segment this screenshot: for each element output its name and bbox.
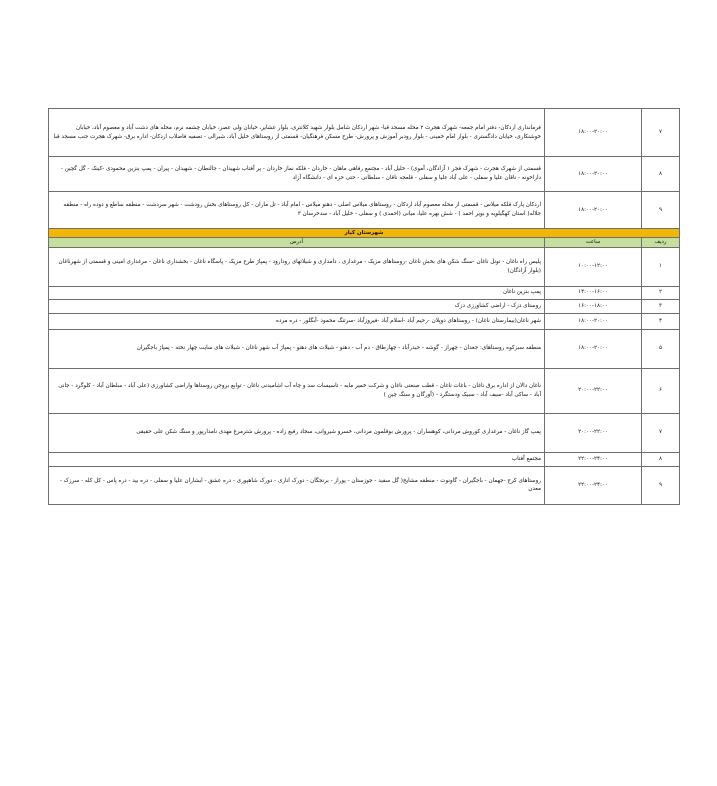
table-row: [49, 329, 680, 368]
table-row: [49, 466, 680, 504]
row-number: ۵: [642, 329, 680, 368]
outage-schedule-table: [48, 108, 680, 505]
row-number: ۷: [642, 413, 680, 452]
table-row: [49, 452, 680, 466]
table-row: [49, 313, 680, 329]
row-number: ۹: [642, 192, 680, 229]
row-number: ۲: [642, 286, 680, 299]
address-cell: روستاهای کرج -جهمان - باجگیران - گاونوت - منطقه مشایخ( گل سفید - جوزستان - پوراز - برنجگان - دورک اناری - دورک شاهپوری - دره عشق - ایشاران علیا و سفلی - دره بید - دره پاس - کل کله - سرزک - معدن: [49, 466, 545, 504]
time-slot: ۱۶:۰۰-۱۸:۰۰: [545, 299, 642, 313]
row-number: ۹: [642, 466, 680, 504]
table-row: [49, 286, 680, 299]
column-header-row: [49, 238, 680, 247]
time-slot: ۱۸:۰۰-۲۰:۰۰: [545, 157, 642, 192]
address-cell: مجتمع آفتاب: [49, 452, 545, 466]
time-slot: ۱۸:۰۰-۲۰:۰۰: [545, 329, 642, 368]
row-number: ۱: [642, 247, 680, 286]
time-slot: ۱۴:۰۰-۱۶:۰۰: [545, 286, 642, 299]
kiar-schedule-rows: [49, 247, 680, 504]
city-title-row: [49, 229, 680, 238]
ardakan-schedule-rows: [49, 109, 680, 229]
address-cell: قسمتی از شهرک هجرت - شهرک فجر ۱ آزادگان، آموی) - خلیل آباد - مجتمع رفاهی ماهان - خاردان - فلکه نماز خاردان - پر آفتاب شهیدان - جالنطان - شهیدان - پیران - پمپ بنزین محمودی -کینک - گل گچین - داراخونه - ناقان علیا و سفلی - علی آباد علیا و سفلی - قلعجه ناقان - سلطانی - حتی حزه ای - دانشگاه آزاد: [49, 157, 545, 192]
header-time: ساعت: [545, 238, 642, 247]
table-row: [49, 247, 680, 286]
address-cell: ناغان دالان از اداره برق ناغان - باغات ناغان - قطب صنعتی ناغان و شرکت خمیر مایه - تاسیسات سد و چاه آب اشامیدنی ناغان - توابع بروجن روستاها واراضی کشاورزی (علی آباد - سلطان آباد - کلوگرد - جانی آباد - ساکی آباد -سیف آباد - سبیک ودستگرد - (آورگان و سنگ چین ): [49, 368, 545, 413]
address-cell: پلیس راه ناغان - تونل ناغان -سنگ شکن های بخش ناغان -روستاهای مزیک - مرغداری ، دامداری و شیلاتهای رودارود - پمپاژ طرح مزیک - پاسگاه ناغان - بخشداری ناغان - مرغداری امینی و قسمتی از شهرناغان (بلوار آزادگان): [49, 247, 545, 286]
header-row-number: ردیف: [642, 238, 680, 247]
time-slot: ۱۸:۰۰-۲۰:۰۰: [545, 109, 642, 157]
row-number: ۸: [642, 452, 680, 466]
address-cell: اردکان پارک فلکه میلاس - قسمتی از محله معصوم آباد اردکان - روستاهای میلاس اصلی - دهنو میلاس - امام آباد - تل ماران - کل روستاهای بخش رودشت - شهر سردشت - منطقه ساطع و دوده راه - منطقه جلاله( استان کهگیلویه و بویر احمد ) - شش بهره علیا، میانی (احمدی ) و سفلی - خلیل آباد - سدخرسان ۳: [49, 192, 545, 229]
row-number: ۳: [642, 299, 680, 313]
time-slot: ۲۲:۰۰-۲۴:۰۰: [545, 466, 642, 504]
row-number: ۸: [642, 157, 680, 192]
time-slot: ۲۲:۰۰-۲۴:۰۰: [545, 452, 642, 466]
time-slot: ۱۸:۰۰-۲۰:۰۰: [545, 192, 642, 229]
address-cell: پمپ بنزین ناغان: [49, 286, 545, 299]
time-slot: ۱۰:۰۰-۱۲:۰۰: [545, 247, 642, 286]
table-row: [49, 299, 680, 313]
address-cell: روستای دزک - اراضی کشاورزی دزک: [49, 299, 545, 313]
city-title: شهرستان کیار: [49, 229, 680, 238]
table-row: [49, 368, 680, 413]
address-cell: منطقه سبزکوه روستاهای: جغدان - چهراز - گوشه - حیدرآباد - چهارطاق - دم آب - دهنو - شیلات های دهنو - پمپاژ آب شهر ناغان - شیلات های سایت چهار نخته - پمپاژ باجگیران: [49, 329, 545, 368]
table-row: [49, 192, 680, 229]
time-slot: ۲۰:۰۰-۲۲:۰۰: [545, 413, 642, 452]
row-number: ۴: [642, 313, 680, 329]
table-row: [49, 413, 680, 452]
table-row: [49, 157, 680, 192]
header-address: آدرس: [49, 238, 545, 247]
address-cell: پمپ گاز ناغان - مرغداری کوروش مردانی، کوهساران - پرورش بوقلمون مردانی، خسرو شیروانی، سجاد رفیع زاده - پرورش شترمرغ مهدی نامدارپور و سنگ شکن علی حقیقی: [49, 413, 545, 452]
table-row: [49, 109, 680, 157]
city-section: [49, 229, 680, 248]
address-cell: شهر ناغان(بیمارستان ناغان) - روستاهای دوپلان -رحیم آباد -اسلام آباد -فیروزآباد -سرتنگ محمود -آبگلور - دره مرده: [49, 313, 545, 329]
time-slot: ۲۰:۰۰-۲۲:۰۰: [545, 368, 642, 413]
address-cell: فرمانداری اردکان- دفتر امام جمعه- شهرک هجرت ۲ محله مسجد قبا- شهر اردکان شامل بلوار شهید کلانتری، بلوار عشایر، خیابان ولی عصر، خیابان چشمه نرم، محله های دشت آباد و معصوم آباد، خیابان خوشنکاری، خیابان دادگستری - بلوار امام خمینی - بلوار رودبر آموزش و پرورش- طرح مسکن فرهنگیان- قسمتی از روستاهای خلیل آباد، شیرالی - تصفیه فاضلاب اردکان- اداره برق- شهرک هجرت جنب مسجد قبا: [49, 109, 545, 157]
row-number: ۷: [642, 109, 680, 157]
row-number: ۶: [642, 368, 680, 413]
time-slot: ۱۸:۰۰-۲۰:۰۰: [545, 313, 642, 329]
